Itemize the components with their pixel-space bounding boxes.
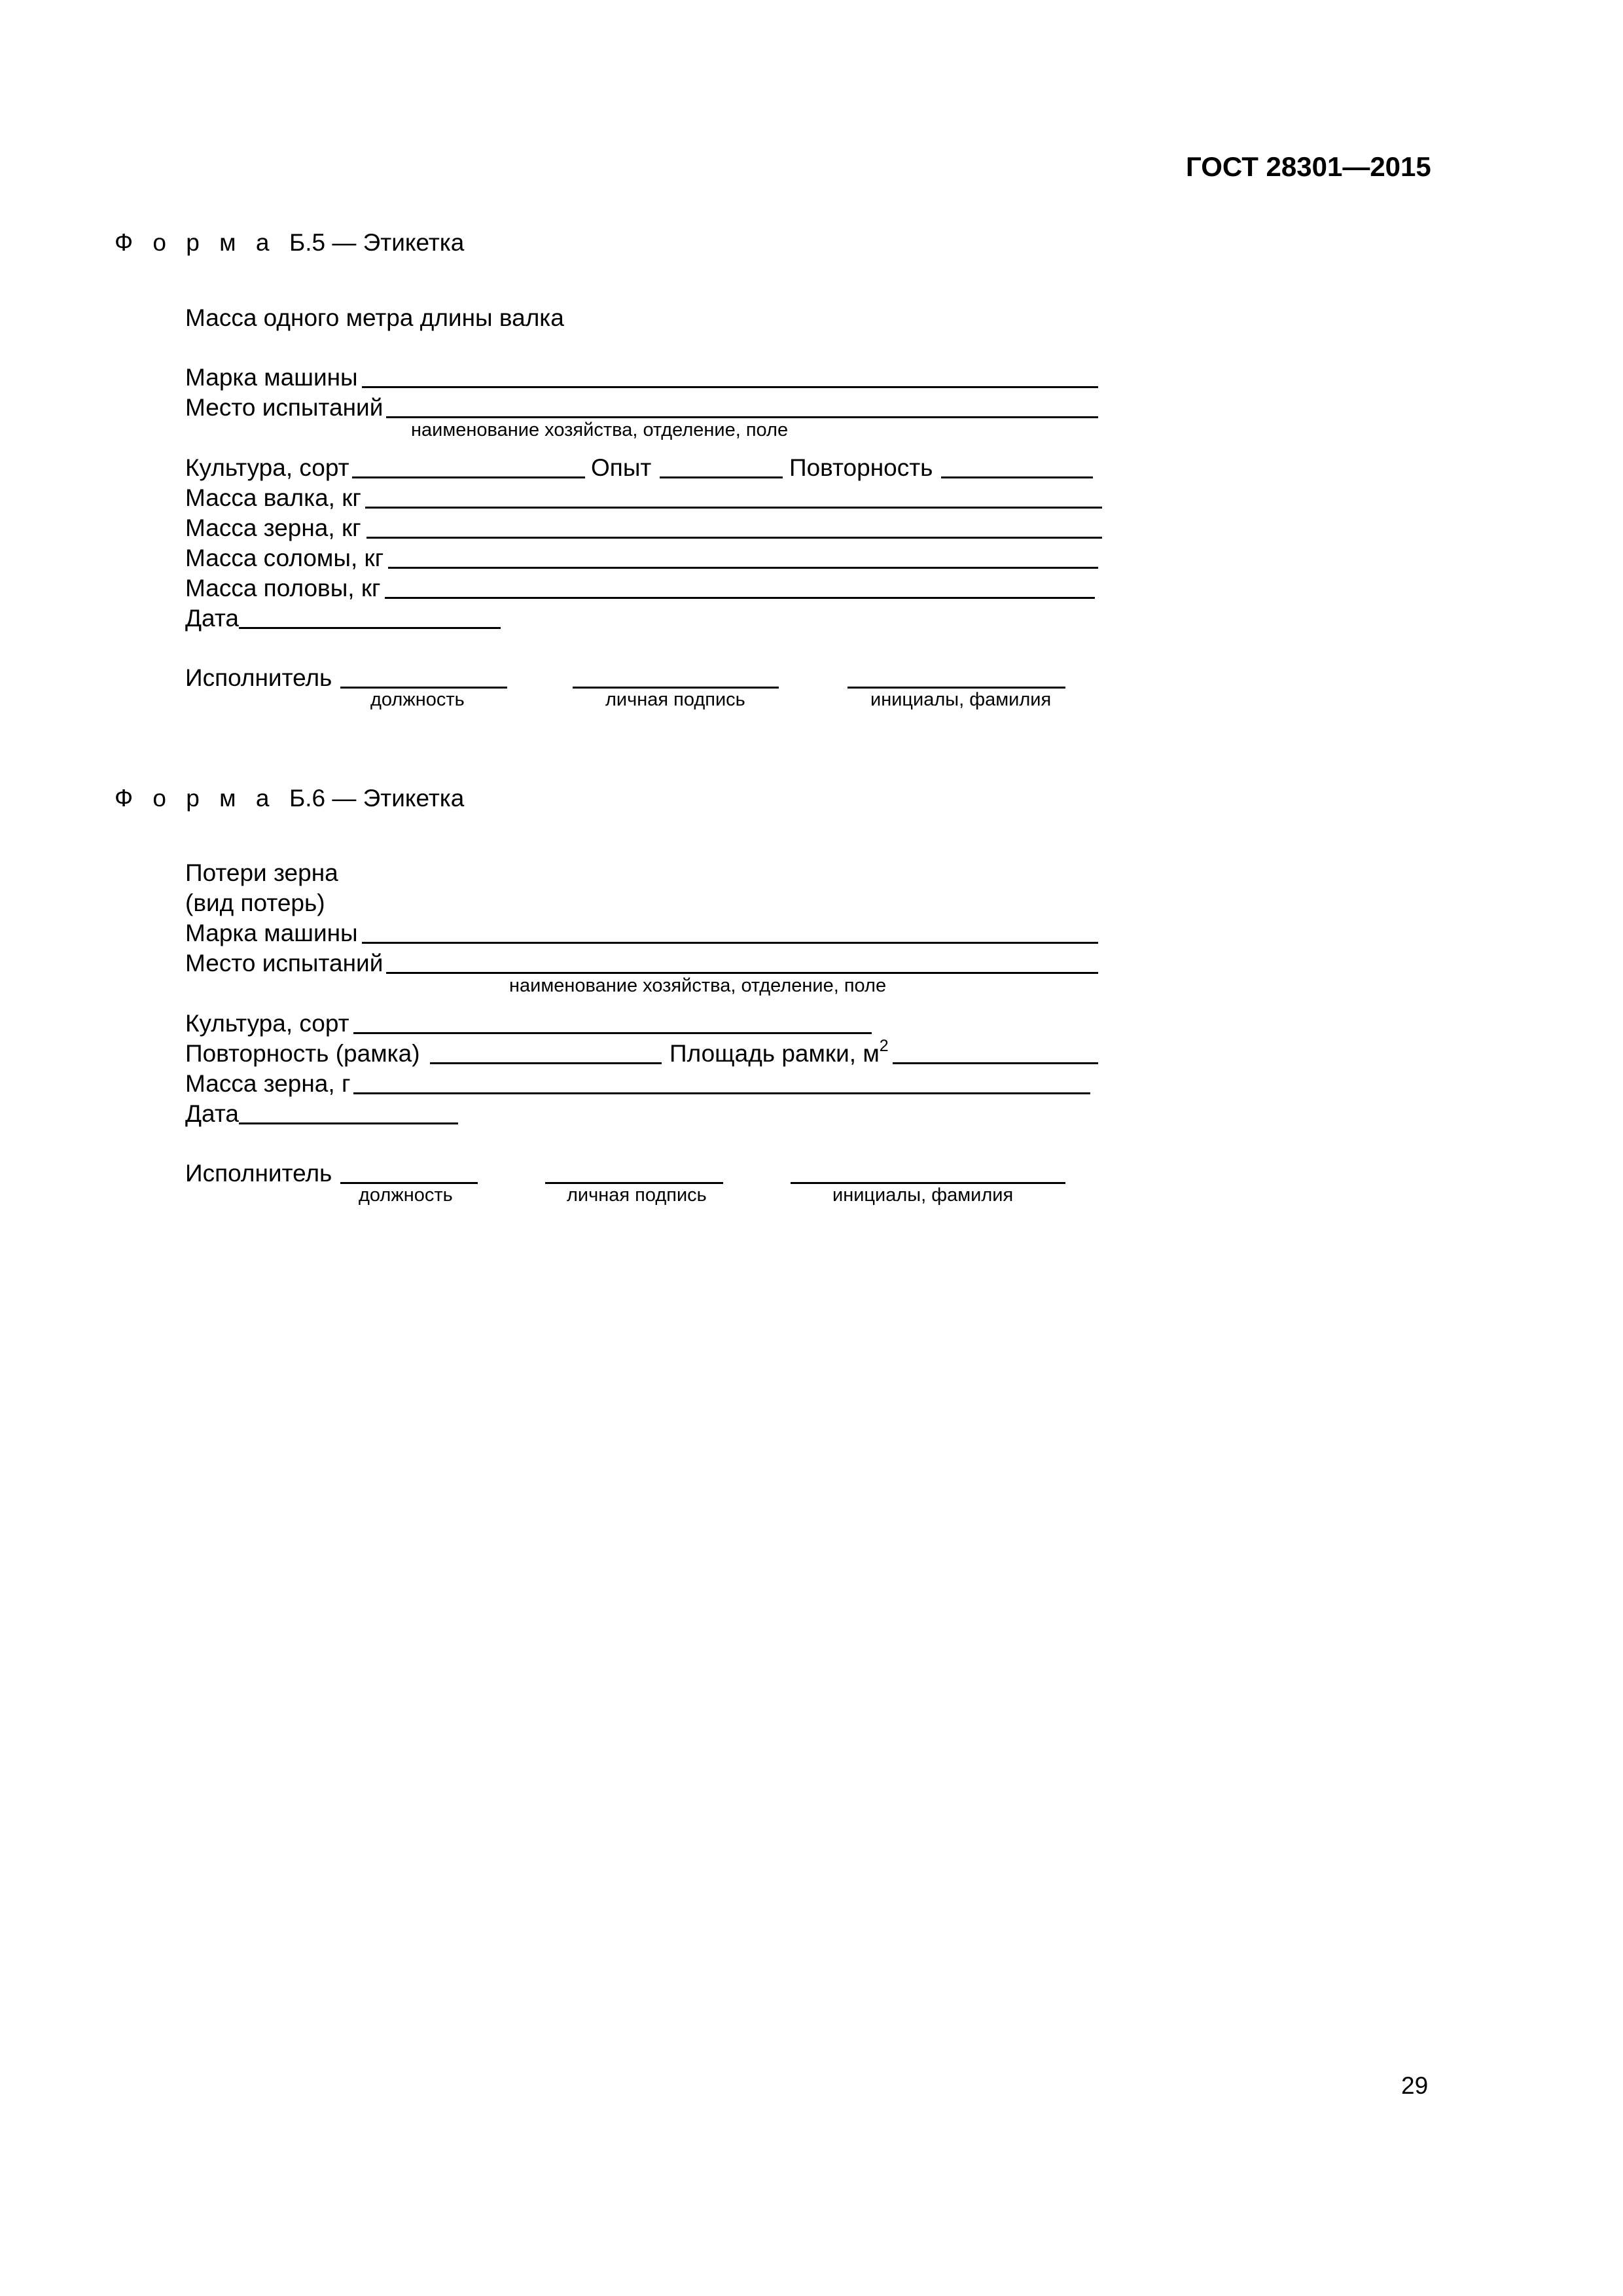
form-b6-position-field[interactable] <box>340 1182 478 1184</box>
form-b5-swath-mass-label: Масса валка, кг <box>185 484 361 511</box>
form-b6-heading: Потери зерна <box>185 859 338 886</box>
form-b6-signature-caption: личная подпись <box>567 1185 707 1206</box>
form-b6-name-caption: инициалы, фамилия <box>832 1185 1014 1206</box>
form-b5-position-caption: должность <box>370 689 465 710</box>
form-b5-grain-mass-field[interactable] <box>366 537 1102 539</box>
form-b5-place-caption: наименование хозяйства, отделение, поле <box>411 420 789 440</box>
form-b5-repetition-field[interactable] <box>941 476 1093 478</box>
form-b5-repetition-label: Повторность <box>789 454 933 481</box>
form-b5-crop-field[interactable] <box>352 476 585 478</box>
form-b6-frame-area-text: Площадь рамки, м <box>669 1040 880 1067</box>
form-b5-name-caption: инициалы, фамилия <box>870 689 1052 710</box>
form-b6-grain-mass-field[interactable] <box>353 1092 1090 1094</box>
form-b5-position-field[interactable] <box>340 687 507 689</box>
form-b6-repetition-label: Повторность (рамка) <box>185 1040 420 1067</box>
form-b6-machine-label: Марка машины <box>185 920 358 946</box>
form-b5-chaff-mass-label: Масса половы, кг <box>185 575 381 601</box>
form-b6-position-caption: должность <box>359 1185 453 1206</box>
form-b6-crop-field[interactable] <box>353 1032 872 1034</box>
document-number: ГОСТ 28301—2015 <box>1186 151 1431 182</box>
form-b6-grain-mass-label: Масса зерна, г <box>185 1070 351 1097</box>
form-b6-frame-area-exponent: 2 <box>879 1037 889 1055</box>
form-b5-signature-field[interactable] <box>573 687 779 689</box>
form-b5-experiment-field[interactable] <box>660 476 783 478</box>
form-b5-heading: Масса одного метра длины валка <box>185 304 564 331</box>
form-b5-straw-mass-field[interactable] <box>388 567 1098 569</box>
form-b6-frame-area-field[interactable] <box>893 1062 1098 1064</box>
form-b5-place-label: Место испытаний <box>185 394 383 421</box>
form-b6-place-label: Место испытаний <box>185 950 383 977</box>
form-b5-grain-mass-label: Масса зерна, кг <box>185 514 361 541</box>
form-b5-swath-mass-field[interactable] <box>365 507 1102 509</box>
form-b5-name-field[interactable] <box>847 687 1065 689</box>
form-b6-performer-label: Исполнитель <box>185 1160 332 1187</box>
form-b6-date-label: Дата <box>185 1100 239 1127</box>
form-b5-place-field[interactable] <box>386 416 1098 418</box>
form-b5-experiment-label: Опыт <box>591 454 652 481</box>
form-b6-name-field[interactable] <box>791 1182 1065 1184</box>
page-number: 29 <box>1401 2072 1429 2099</box>
form-b6-machine-field[interactable] <box>362 942 1098 944</box>
form-b6-date-field[interactable] <box>239 1122 458 1124</box>
form-b5-date-field[interactable] <box>239 627 501 629</box>
form-b5-date-label: Дата <box>185 605 239 632</box>
form-b5-title-text: Б.5 — Этикетка <box>289 229 465 256</box>
form-b5-crop-label: Культура, сорт <box>185 454 349 481</box>
form-b5-performer-label: Исполнитель <box>185 664 332 691</box>
form-b6-place-field[interactable] <box>386 972 1098 974</box>
form-b6-place-caption: наименование хозяйства, отделение, поле <box>509 975 887 996</box>
form-b5-signature-caption: личная подпись <box>605 689 745 710</box>
form-b5-prefix: Ф о р м а <box>115 229 276 256</box>
form-b6-title <box>115 786 464 810</box>
form-b6-title-text: Б.6 — Этикетка <box>289 785 465 812</box>
form-b5-title <box>115 230 464 255</box>
form-b6-prefix: Ф о р м а <box>115 785 276 812</box>
form-b6-repetition-field[interactable] <box>430 1062 662 1064</box>
form-b6-subheading: (вид потерь) <box>185 889 325 916</box>
form-b5-machine-label: Марка машины <box>185 364 358 391</box>
form-b5-machine-field[interactable] <box>362 386 1098 388</box>
form-b6-frame-area-label <box>669 1037 889 1067</box>
form-b6-crop-label: Культура, сорт <box>185 1010 349 1037</box>
form-b6-signature-field[interactable] <box>545 1182 723 1184</box>
form-b5-chaff-mass-field[interactable] <box>385 597 1095 599</box>
form-b5-straw-mass-label: Масса соломы, кг <box>185 545 384 571</box>
